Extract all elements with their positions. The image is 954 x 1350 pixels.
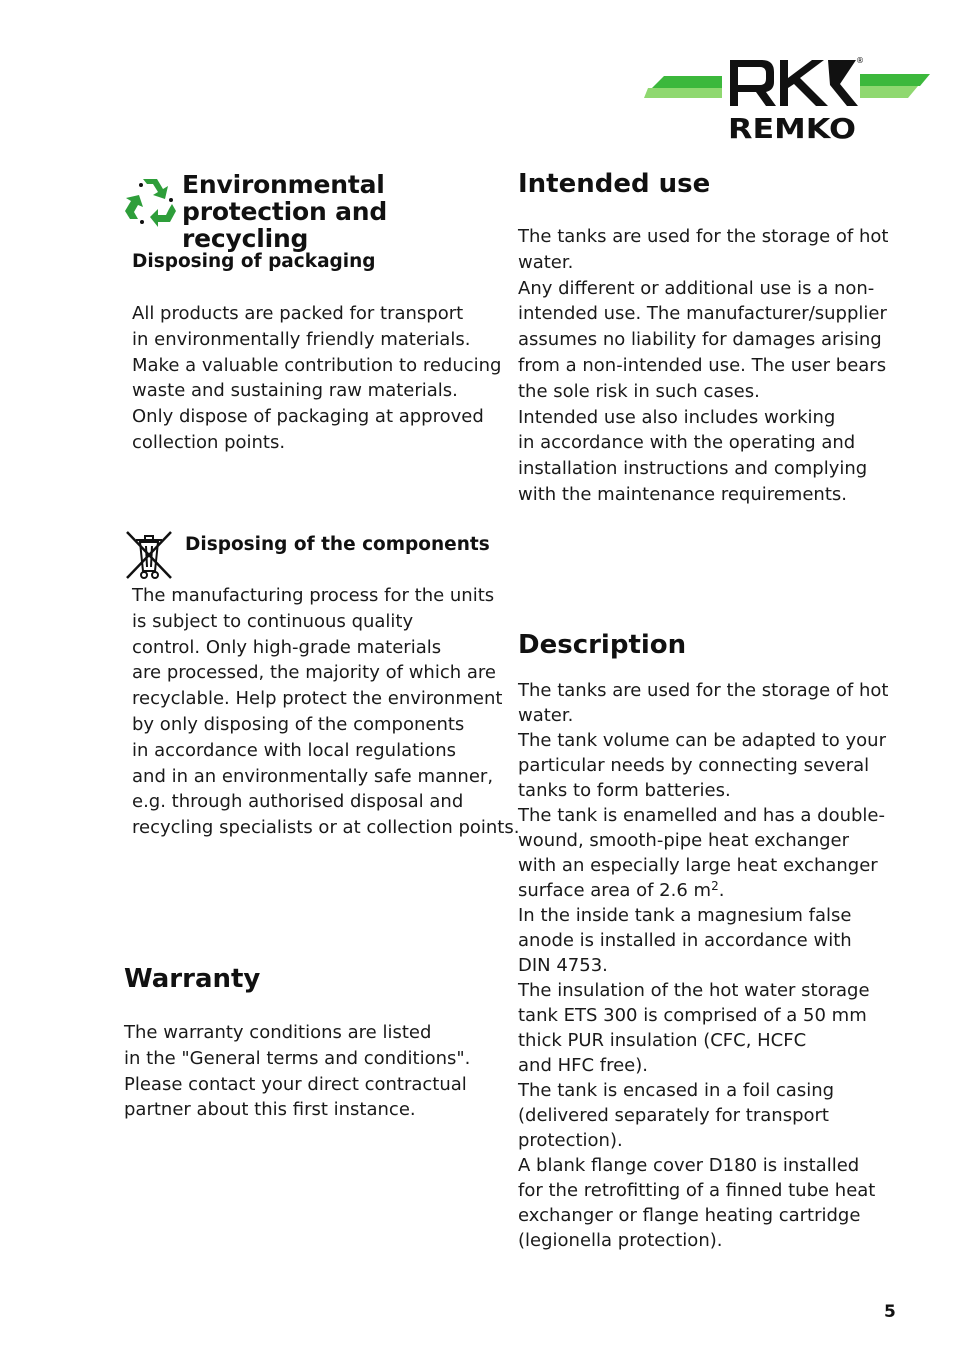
warranty-text: The warranty conditions are listed in the "General terms and conditions". Please contact your direct contractual partner about this first instance. xyxy=(124,1022,471,1121)
crossed-bin-icon xyxy=(124,529,174,581)
remko-logo xyxy=(644,54,934,144)
components-text: The manufacturing process for the units is subject to continuous quality control. Only high-grade materials are processed, the majority of which are recyclable. Help protect the environment by only disposing of the components in accordance with local regulations and in an environmentally safe manner, e.g. through authorised disposal and recycling specialists or at collection points. xyxy=(132,585,520,839)
description-text: The tanks are used for the storage of hot water. The tank volume can be adapted to your particular needs by connecting several tanks to form batteries. The tank is enamelled and has a double- wound, smooth-pipe heat exchanger with an especially large heat exchanger surface area of 2.6 $m^2$. In the inside tank a magnesium false anode is installed in accordance with DIN 4753. The insulation of the hot water storage tank ETS 300 is comprised of a 50 mm thick PUR insulation (CFC, HCFC and HFC free). The tank is encased in a foil casing (delivered separately for transport protection). A blank flange cover D180 is installed for the retrofitting of a finned tube heat exchanger or flange heating cartridge (legionella protection). xyxy=(518,680,889,1251)
environment-title-line-2: protection and recycling xyxy=(182,197,388,253)
components-heading: Disposing of the components xyxy=(185,534,490,555)
page-number: 5 xyxy=(884,1302,896,1322)
environment-title xyxy=(182,171,502,252)
description-title: Description xyxy=(518,630,687,660)
warranty-title: Warranty xyxy=(124,964,261,994)
surface-area-line: surface area of 2.6 $m^2$. xyxy=(518,879,725,901)
packaging-heading: Disposing of packaging xyxy=(132,251,376,272)
intended-use-title: Intended use xyxy=(518,169,711,199)
packaging-text: All products are packed for transport in environmentally friendly materials. Make a valuable contribution to reducing waste and sustaining raw materials. Only dispose of packaging at approved collection points. xyxy=(132,303,502,453)
environment-title-line-1: Environmental xyxy=(182,170,385,199)
logo-wordmark: REMKO xyxy=(728,112,856,144)
recycling-icon xyxy=(124,175,178,227)
svg-text:®: ® xyxy=(856,56,864,65)
intended-use-text: The tanks are used for the storage of hot water. Any different or additional use is a non- intended use. The manufacturer/supplier assumes no liability for damages arising from a non-intended use. The user bears the sole risk in such cases. Intended use also includes working in accordance with the operating and installation instructions and complying with the maintenance requirements. xyxy=(518,226,889,505)
